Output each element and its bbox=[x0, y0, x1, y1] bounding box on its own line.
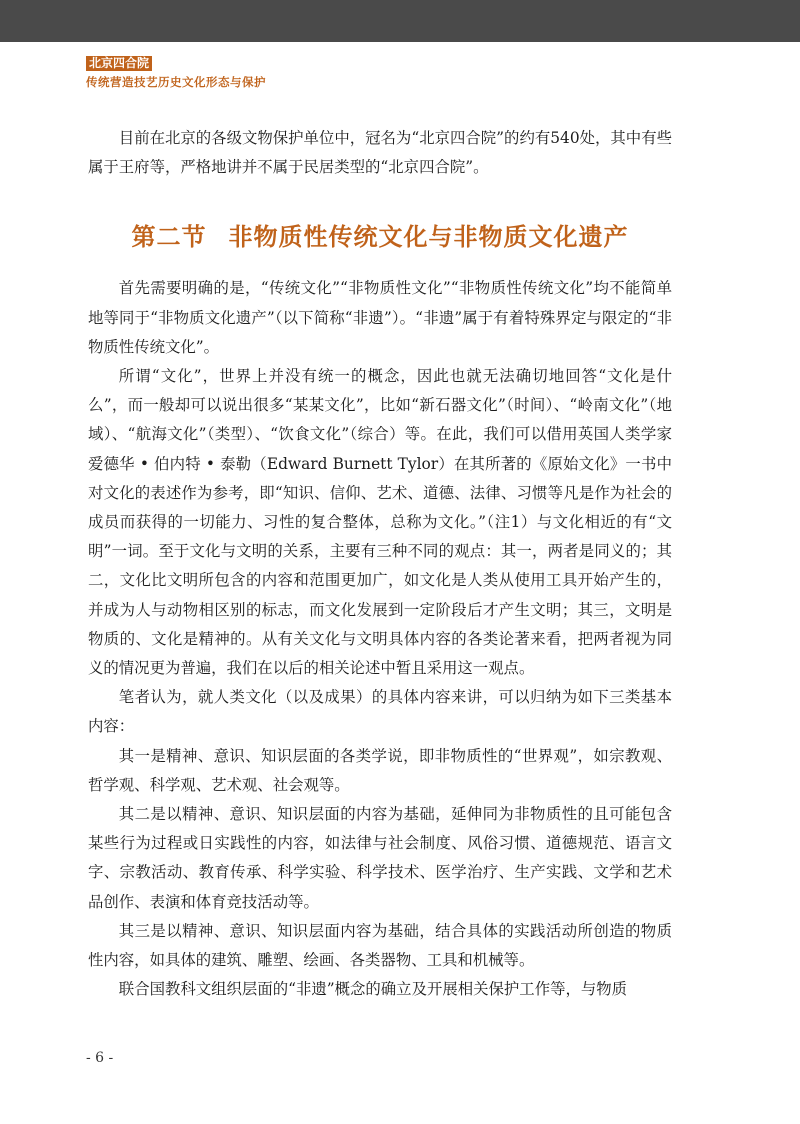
body-paragraph: 所谓“文化”，世界上并没有统一的概念，因此也就无法确切地回答“文化是什么”，而一般却可以说出很多“某某文化”，比如“新石器文化”（时间）、“岭南文化”（地域）、“航海文化”（类型）、“饮食文化”（综合）等。在此，我们可以借用英国人类学家爱德华 • 伯内特 • 泰勒（Edward Burnett Tylor）在其所著的《原始文化》一书中对文化的表述作为参考，即“知识、信仰、艺术、道德、法律、习惯等凡是作为社会的成员而获得的一切能力、习性的复合整体，总称为文化。”（注1）与文化相近的有“文明”一词。至于文化与文明的关系，主要有三种不同的观点：其一，两者是同义的；其二，文化比文明所包含的内容和范围更加广，如文化是人类从使用工具开始产生的，并成为人与动物相区别的标志，而文化发展到一定阶段后才产生文明；其三，文明是物质的、文化是精神的。从有关文化与文明具体内容的各类论著来看，把两者视为同义的情况更为普遍，我们在以后的相关论述中暂且采用这一观点。 bbox=[88, 367, 672, 678]
body-paragraph: 首先需要明确的是，“传统文化”“非物质性文化”“非物质性传统文化”均不能简单地等同于“非物质文化遗产”（以下简称“非遗”）。“非遗”属于有着特殊界定与限定的“非物质性传统文化”。 bbox=[88, 279, 672, 356]
book-title-badge: 北京四合院 bbox=[86, 56, 152, 71]
section-number: 第二节 bbox=[131, 223, 207, 252]
section-title: 非物质性传统文化与非物质文化遗产 bbox=[228, 223, 629, 252]
body-paragraph: 笔者认为，就人类文化（以及成果）的具体内容来讲，可以归纳为如下三类基本内容： bbox=[88, 688, 672, 736]
intro-paragraph: 目前在北京的各级文物保护单位中，冠名为“北京四合院”的约有540处，其中有些属于王府等，严格地讲并不属于民居类型的“北京四合院”。 bbox=[88, 129, 672, 177]
body-paragraph: 其一是精神、意识、知识层面的各类学说，即非物质性的“世界观”，如宗教观、哲学观、科学观、艺术观、社会观等。 bbox=[88, 746, 672, 794]
section-heading bbox=[88, 222, 672, 252]
body-paragraph: 联合国教科文组织层面的“非遗”概念的确立及开展相关保护工作等，与物质 bbox=[118, 980, 628, 999]
body-paragraph: 其三是以精神、意识、知识层面内容为基础，结合具体的实践活动所创造的物质性内容，如具体的建筑、雕塑、绘画、各类器物、工具和机械等。 bbox=[88, 921, 672, 970]
page-number: - 6 - bbox=[86, 1050, 114, 1066]
body-paragraph: 其二是以精神、意识、知识层面的内容为基础，延伸同为非物质性的且可能包含某些行为过程或日实践性的内容，如法律与社会制度、风俗习惯、道德规范、语言文字、宗教活动、教育传承、科学实验、科学技术、医学治疗、生产实践、文学和艺术品创作、表演和体育竞技活动等。 bbox=[88, 805, 672, 911]
running-header bbox=[86, 52, 266, 90]
top-bar bbox=[0, 0, 800, 42]
page-body bbox=[88, 124, 672, 1004]
book-subtitle: 传统营造技艺历史文化形态与保护 bbox=[86, 75, 266, 89]
